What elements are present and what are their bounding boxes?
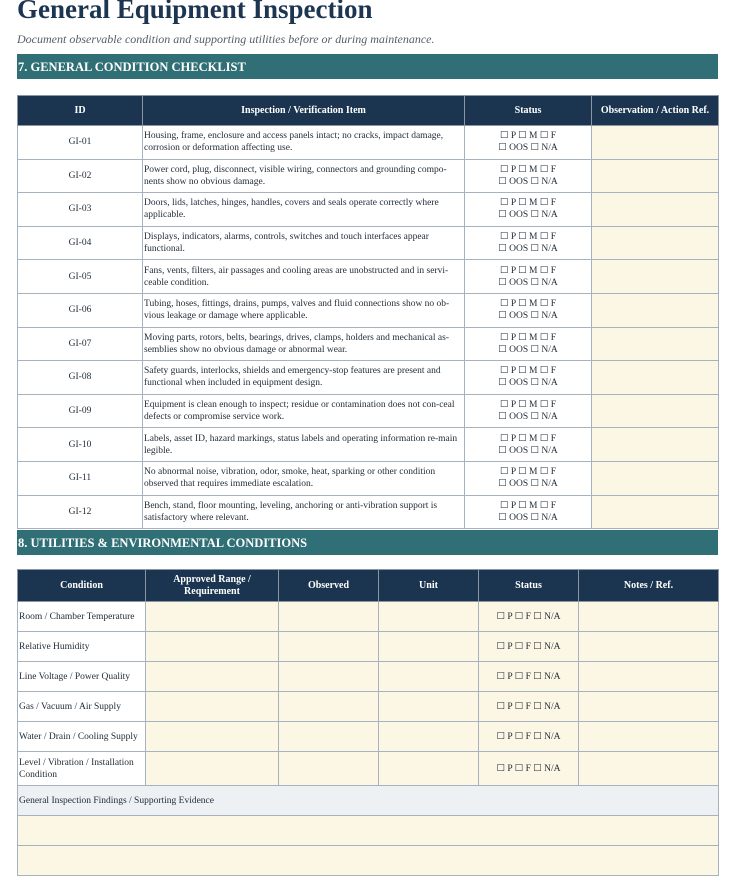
inspection-item-text: No abnormal noise, vibration, odor, smoke, heat, sparking or other condition observed that requires immediate escalation. bbox=[143, 461, 465, 495]
section-7-heading: 7. GENERAL CONDITION CHECKLIST bbox=[17, 54, 718, 79]
column-header-id: ID bbox=[18, 96, 143, 126]
item-id: GI-11 bbox=[18, 461, 143, 495]
status-options-p-m-f[interactable]: ☐ P ☐ M ☐ F bbox=[499, 265, 557, 276]
status-options-p-m-f[interactable]: ☐ P ☐ M ☐ F bbox=[499, 332, 557, 343]
column-header-approved-range: Approved Range / Requirement bbox=[146, 570, 279, 602]
column-header-status: Status bbox=[479, 570, 579, 602]
checklist-row bbox=[18, 327, 719, 361]
inspection-item-text: Fans, vents, filters, air passages and cooling areas are unobstructed and in servi-ceable condition. bbox=[143, 260, 465, 294]
checklist-header-row bbox=[18, 96, 719, 126]
document-subtitle: Document observable condition and supporting utilities before or during maintenance. bbox=[17, 32, 435, 46]
status-options-oos-na[interactable]: ☐ OOS ☐ N/A bbox=[498, 445, 558, 456]
status-options-p-m-f[interactable]: ☐ P ☐ M ☐ F bbox=[499, 232, 557, 243]
status-checkboxes[interactable]: ☐ P ☐ F ☐ N/A bbox=[479, 722, 579, 752]
observed-field[interactable] bbox=[279, 722, 379, 752]
observation-field[interactable] bbox=[592, 260, 719, 294]
inspection-item-text: Tubing, hoses, fittings, drains, pumps, valves and fluid connections show no ob-vious leakage or damage where applicable. bbox=[143, 293, 465, 327]
utility-row bbox=[18, 602, 719, 632]
checklist-row bbox=[18, 260, 719, 294]
column-header-observation: Observation / Action Ref. bbox=[592, 96, 719, 126]
checklist-row bbox=[18, 226, 719, 260]
approved-range-field[interactable] bbox=[146, 662, 279, 692]
status-checkboxes[interactable] bbox=[465, 226, 592, 260]
status-options-oos-na[interactable]: ☐ OOS ☐ N/A bbox=[498, 143, 558, 154]
status-options-p-m-f[interactable]: ☐ P ☐ M ☐ F bbox=[499, 299, 557, 310]
status-checkboxes[interactable] bbox=[465, 260, 592, 294]
observed-field[interactable] bbox=[279, 692, 379, 722]
inspection-item-text: Equipment is clean enough to inspect; residue or contamination does not con-ceal defects or compromise service work. bbox=[143, 394, 465, 428]
unit-field[interactable] bbox=[379, 662, 479, 692]
item-id: GI-10 bbox=[18, 428, 143, 462]
utility-row bbox=[18, 632, 719, 662]
notes-field[interactable] bbox=[579, 632, 719, 662]
notes-field[interactable] bbox=[579, 602, 719, 632]
checklist-row bbox=[18, 361, 719, 395]
status-options-oos-na[interactable]: ☐ OOS ☐ N/A bbox=[498, 378, 558, 389]
item-id: GI-03 bbox=[18, 193, 143, 227]
unit-field[interactable] bbox=[379, 752, 479, 786]
observation-field[interactable] bbox=[592, 428, 719, 462]
status-options-p-m-f[interactable]: ☐ P ☐ M ☐ F bbox=[499, 366, 557, 377]
item-id: GI-04 bbox=[18, 226, 143, 260]
observed-field[interactable] bbox=[279, 662, 379, 692]
condition-label: Gas / Vacuum / Air Supply bbox=[18, 692, 146, 722]
status-checkboxes[interactable] bbox=[465, 159, 592, 193]
item-id: GI-01 bbox=[18, 126, 143, 160]
document-title: General Equipment Inspection bbox=[17, 0, 373, 24]
approved-range-field[interactable] bbox=[146, 632, 279, 662]
status-options-oos-na[interactable]: ☐ OOS ☐ N/A bbox=[498, 311, 558, 322]
utility-row bbox=[18, 752, 719, 786]
column-header-notes: Notes / Ref. bbox=[579, 570, 719, 602]
inspection-item-text: Safety guards, interlocks, shields and emergency-stop features are present and functional when included in equipment design. bbox=[143, 361, 465, 395]
status-options-oos-na[interactable]: ☐ OOS ☐ N/A bbox=[498, 277, 558, 288]
checklist-row bbox=[18, 394, 719, 428]
item-id: GI-06 bbox=[18, 293, 143, 327]
status-checkboxes[interactable] bbox=[465, 193, 592, 227]
observation-field[interactable] bbox=[592, 193, 719, 227]
checklist-row bbox=[18, 428, 719, 462]
findings-entry-row bbox=[18, 846, 719, 876]
findings-header-row bbox=[18, 786, 719, 816]
utilities-conditions-table bbox=[17, 569, 719, 876]
status-options-p-m-f[interactable]: ☐ P ☐ M ☐ F bbox=[499, 467, 557, 478]
approved-range-field[interactable] bbox=[146, 722, 279, 752]
status-options-oos-na[interactable]: ☐ OOS ☐ N/A bbox=[498, 344, 558, 355]
checklist-row bbox=[18, 159, 719, 193]
status-checkboxes[interactable]: ☐ P ☐ F ☐ N/A bbox=[479, 632, 579, 662]
status-checkboxes[interactable] bbox=[465, 394, 592, 428]
item-id: GI-12 bbox=[18, 495, 143, 529]
general-condition-checklist bbox=[17, 95, 719, 529]
observed-field[interactable] bbox=[279, 632, 379, 662]
checklist-row bbox=[18, 126, 719, 160]
status-options-oos-na[interactable]: ☐ OOS ☐ N/A bbox=[498, 512, 558, 523]
observation-field[interactable] bbox=[592, 293, 719, 327]
item-id: GI-07 bbox=[18, 327, 143, 361]
observation-field[interactable] bbox=[592, 327, 719, 361]
column-header-status: Status bbox=[465, 96, 592, 126]
status-options-oos-na[interactable]: ☐ OOS ☐ N/A bbox=[498, 210, 558, 221]
inspection-item-text: Doors, lids, latches, hinges, handles, covers and seals operate correctly where applicable. bbox=[143, 193, 465, 227]
status-options-p-m-f[interactable]: ☐ P ☐ M ☐ F bbox=[499, 164, 557, 175]
checklist-row bbox=[18, 461, 719, 495]
approved-range-field[interactable] bbox=[146, 602, 279, 632]
condition-label: Room / Chamber Temperature bbox=[18, 602, 146, 632]
column-header-condition: Condition bbox=[18, 570, 146, 602]
checklist-row bbox=[18, 193, 719, 227]
unit-field[interactable] bbox=[379, 722, 479, 752]
column-header-observed: Observed bbox=[279, 570, 379, 602]
item-id: GI-08 bbox=[18, 361, 143, 395]
condition-label: Water / Drain / Cooling Supply bbox=[18, 722, 146, 752]
utility-row bbox=[18, 662, 719, 692]
status-checkboxes[interactable] bbox=[465, 293, 592, 327]
approved-range-field[interactable] bbox=[146, 692, 279, 722]
approved-range-field[interactable] bbox=[146, 752, 279, 786]
status-checkboxes[interactable] bbox=[465, 361, 592, 395]
findings-entry-field[interactable] bbox=[18, 846, 719, 876]
inspection-item-text: Moving parts, rotors, belts, bearings, drives, clamps, holders and mechanical as-semblies show no obvious damage or abnormal wear. bbox=[143, 327, 465, 361]
status-checkboxes[interactable]: ☐ P ☐ F ☐ N/A bbox=[479, 752, 579, 786]
column-header-unit: Unit bbox=[379, 570, 479, 602]
inspection-item-text: Bench, stand, floor mounting, leveling, anchoring or anti-vibration support is satisfactory where relevant. bbox=[143, 495, 465, 529]
observation-field[interactable] bbox=[592, 159, 719, 193]
status-checkboxes[interactable] bbox=[465, 327, 592, 361]
checklist-row bbox=[18, 495, 719, 529]
notes-field[interactable] bbox=[579, 752, 719, 786]
item-id: GI-05 bbox=[18, 260, 143, 294]
inspection-item-text: Displays, indicators, alarms, controls, switches and touch interfaces appear functional. bbox=[143, 226, 465, 260]
status-options-p-m-f[interactable]: ☐ P ☐ M ☐ F bbox=[499, 131, 557, 142]
utilities-header-row bbox=[18, 570, 719, 602]
status-options-oos-na[interactable]: ☐ OOS ☐ N/A bbox=[498, 479, 558, 490]
status-checkboxes[interactable]: ☐ P ☐ F ☐ N/A bbox=[479, 602, 579, 632]
observed-field[interactable] bbox=[279, 602, 379, 632]
status-options-oos-na[interactable]: ☐ OOS ☐ N/A bbox=[498, 176, 558, 187]
unit-field[interactable] bbox=[379, 602, 479, 632]
status-checkboxes[interactable] bbox=[465, 126, 592, 160]
condition-label: Line Voltage / Power Quality bbox=[18, 662, 146, 692]
item-id: GI-09 bbox=[18, 394, 143, 428]
status-options-p-m-f[interactable]: ☐ P ☐ M ☐ F bbox=[499, 433, 557, 444]
notes-field[interactable] bbox=[579, 692, 719, 722]
status-options-oos-na[interactable]: ☐ OOS ☐ N/A bbox=[498, 244, 558, 255]
item-id: GI-02 bbox=[18, 159, 143, 193]
status-options-oos-na[interactable]: ☐ OOS ☐ N/A bbox=[498, 412, 558, 423]
column-header-item: Inspection / Verification Item bbox=[143, 96, 465, 126]
observation-field[interactable] bbox=[592, 226, 719, 260]
status-options-p-m-f[interactable]: ☐ P ☐ M ☐ F bbox=[499, 500, 557, 511]
status-checkboxes[interactable] bbox=[465, 428, 592, 462]
utility-row bbox=[18, 722, 719, 752]
unit-field[interactable] bbox=[379, 632, 479, 662]
findings-entry-row bbox=[18, 816, 719, 846]
observation-field[interactable] bbox=[592, 495, 719, 529]
observation-field[interactable] bbox=[592, 461, 719, 495]
notes-field[interactable] bbox=[579, 662, 719, 692]
status-checkboxes[interactable]: ☐ P ☐ F ☐ N/A bbox=[479, 662, 579, 692]
status-options-p-m-f[interactable]: ☐ P ☐ M ☐ F bbox=[499, 198, 557, 209]
inspection-item-text: Power cord, plug, disconnect, visible wiring, connectors and grounding compo-nents show no obvious damage. bbox=[143, 159, 465, 193]
findings-entry-field[interactable] bbox=[18, 816, 719, 846]
inspection-item-text: Housing, frame, enclosure and access panels intact; no cracks, impact damage, corrosion or deformation affecting use. bbox=[143, 126, 465, 160]
section-8-heading: 8. UTILITIES & ENVIRONMENTAL CONDITIONS bbox=[17, 530, 718, 555]
status-checkboxes[interactable] bbox=[465, 495, 592, 529]
condition-label: Level / Vibration / Installation Condition bbox=[18, 752, 146, 786]
condition-label: Relative Humidity bbox=[18, 632, 146, 662]
observation-field[interactable] bbox=[592, 394, 719, 428]
findings-label: General Inspection Findings / Supporting Evidence bbox=[18, 786, 719, 816]
checklist-row bbox=[18, 293, 719, 327]
observation-field[interactable] bbox=[592, 126, 719, 160]
status-options-p-m-f[interactable]: ☐ P ☐ M ☐ F bbox=[499, 400, 557, 411]
utility-row bbox=[18, 692, 719, 722]
status-checkboxes[interactable]: ☐ P ☐ F ☐ N/A bbox=[479, 692, 579, 722]
unit-field[interactable] bbox=[379, 692, 479, 722]
inspection-item-text: Labels, asset ID, hazard markings, status labels and operating information re-main legible. bbox=[143, 428, 465, 462]
observation-field[interactable] bbox=[592, 361, 719, 395]
status-checkboxes[interactable] bbox=[465, 461, 592, 495]
notes-field[interactable] bbox=[579, 722, 719, 752]
observed-field[interactable] bbox=[279, 752, 379, 786]
